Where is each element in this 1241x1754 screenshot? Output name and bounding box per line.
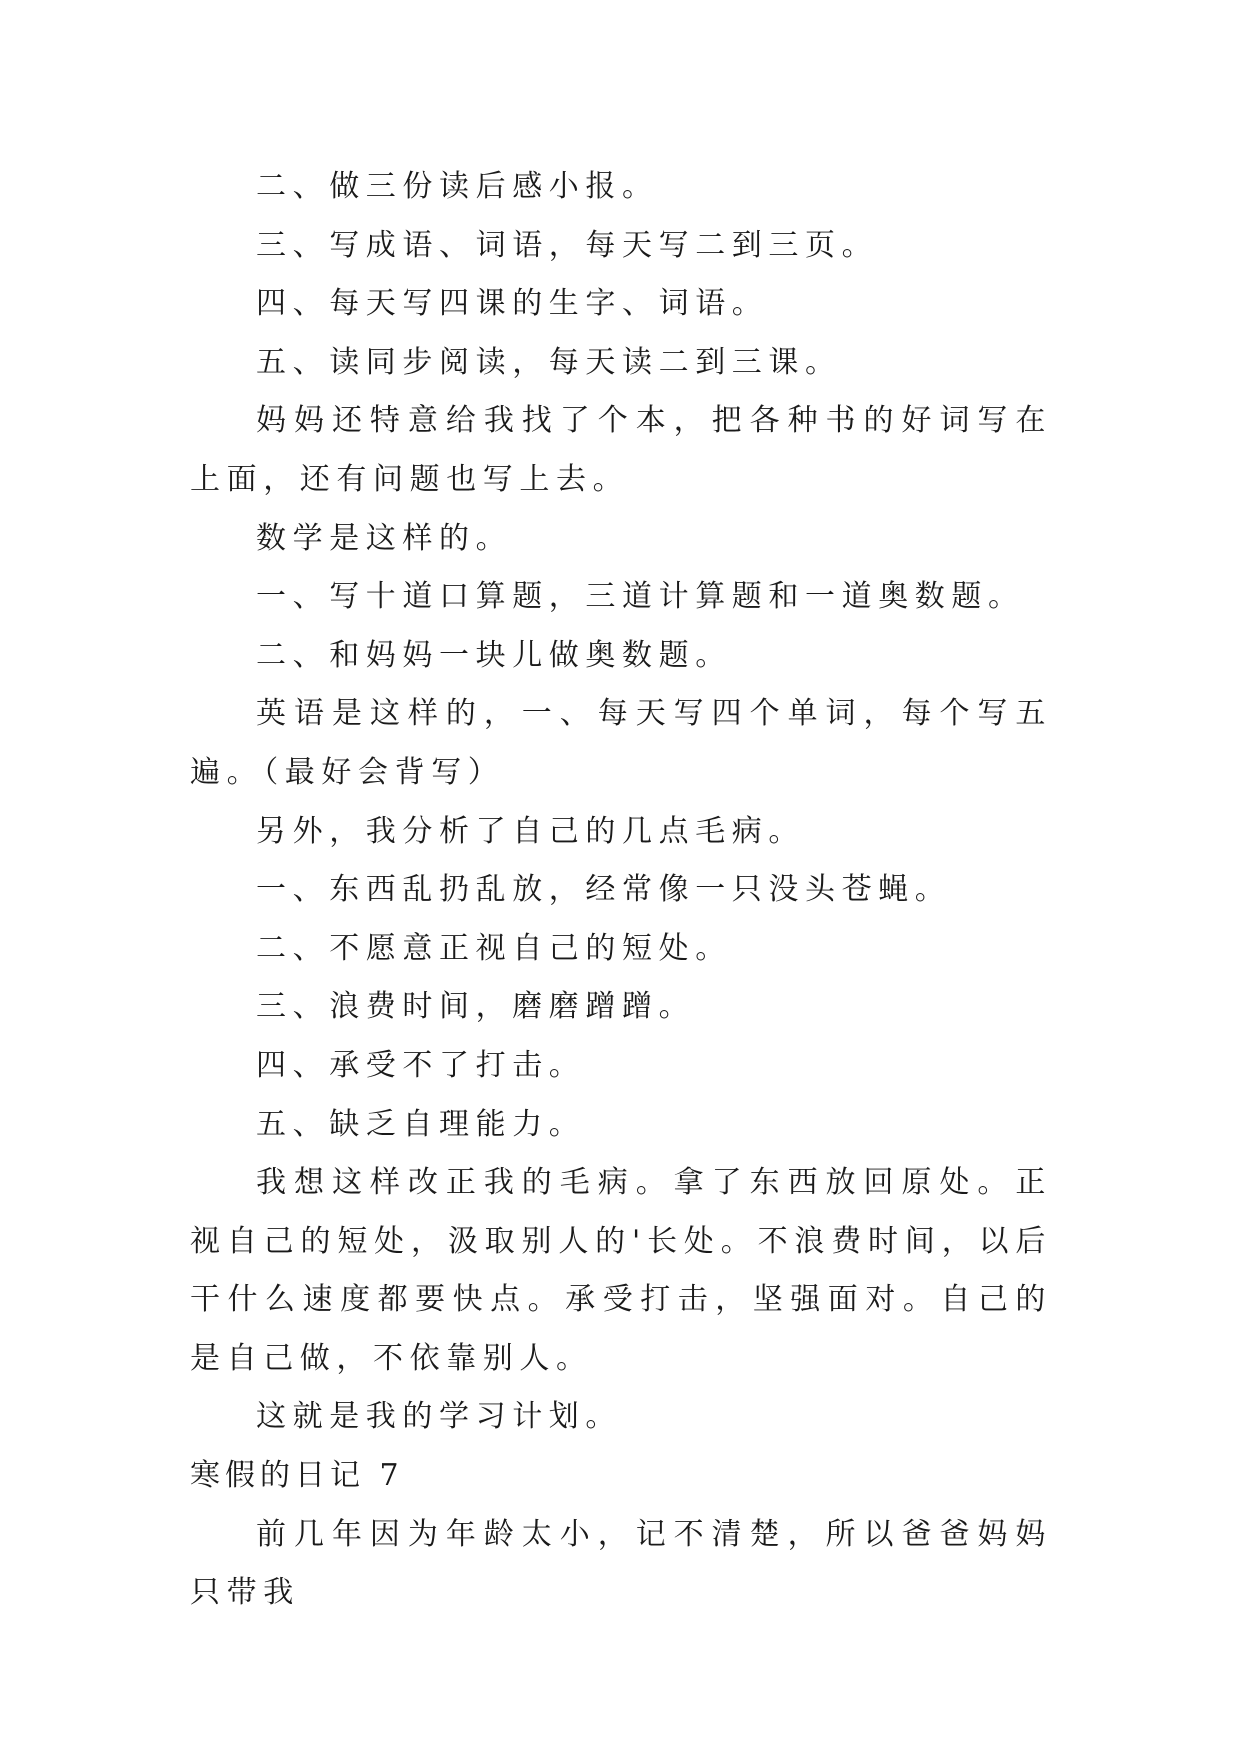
paragraph: 四、每天写四课的生字、词语。 bbox=[256, 286, 769, 322]
paragraph: 另外，我分析了自己的几点毛病。 bbox=[256, 813, 805, 849]
paragraph: 我想这样改正我的毛病。拿了东西放回原处。正视自己的短处，汲取别人的'长处。不浪费时间，以后干什么速度都要快点。承受打击，坚强面对。自己的是自己做，不依靠别人。 bbox=[190, 1165, 1052, 1376]
paragraph: 前几年因为年龄太小，记不清楚，所以爸爸妈妈只带我 bbox=[190, 1516, 1052, 1611]
paragraph: 一、东西乱扔乱放，经常像一只没头苍蝇。 bbox=[256, 872, 952, 908]
paragraph: 四、承受不了打击。 bbox=[256, 1047, 586, 1083]
paragraph: 二、不愿意正视自己的短处。 bbox=[256, 930, 732, 966]
paragraph: 五、读同步阅读，每天读二到三课。 bbox=[256, 344, 842, 380]
paragraph: 二、和妈妈一块儿做奥数题。 bbox=[256, 637, 732, 673]
paragraph: 妈妈还特意给我找了个本，把各种书的好词写在上面，还有问题也写上去。 bbox=[190, 403, 1052, 497]
paragraph: 这就是我的学习计划。 bbox=[256, 1399, 622, 1435]
paragraph: 一、写十道口算题，三道计算题和一道奥数题。 bbox=[256, 579, 1025, 615]
paragraph: 英语是这样的，一、每天写四个单词，每个写五遍。（最好会背写） bbox=[190, 696, 1052, 790]
paragraph: 三、写成语、词语，每天写二到三页。 bbox=[256, 227, 879, 263]
paragraph: 数学是这样的。 bbox=[256, 520, 513, 556]
paragraph: 三、浪费时间，磨磨蹭蹭。 bbox=[256, 989, 696, 1025]
section-heading: 寒假的日记 7 bbox=[190, 1458, 404, 1494]
document-body bbox=[190, 158, 1052, 1623]
paragraph: 五、缺乏自理能力。 bbox=[256, 1106, 586, 1142]
paragraph: 二、做三份读后感小报。 bbox=[256, 169, 659, 204]
